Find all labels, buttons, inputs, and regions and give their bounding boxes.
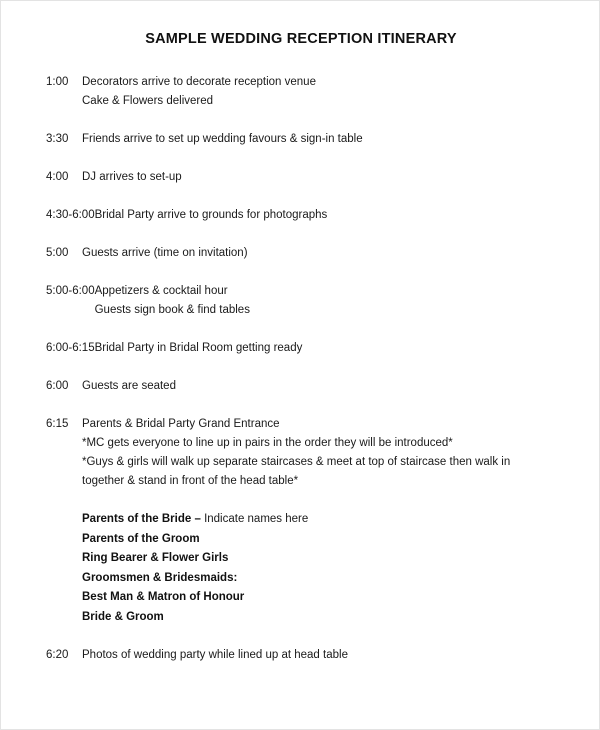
itinerary-entry — [1, 168, 600, 187]
entry-description — [82, 646, 600, 665]
entry-line: Bridal Party in Bridal Room getting ready — [94, 342, 303, 354]
itinerary-entry — [1, 377, 600, 396]
entry-line: Parents & Bridal Party Grand Entrance — [82, 418, 280, 430]
entry-description — [82, 377, 600, 396]
entry-line: Guests are seated — [82, 380, 176, 392]
introduction-role-label: Best Man & Matron of Honour — [82, 591, 245, 603]
entry-description — [95, 282, 600, 320]
introduction-role-label: Bride & Groom — [82, 610, 164, 623]
entry-line: Friends arrive to set up wedding favours & sign-in table — [82, 133, 363, 145]
entry-time: 6:20 — [46, 649, 69, 661]
entry-description — [95, 206, 600, 225]
introduction-order-item — [82, 549, 577, 569]
itinerary-entry — [1, 415, 600, 627]
entry-line: DJ arrives to set-up — [82, 171, 182, 183]
entry-time: 5:00-6:00 — [46, 285, 95, 297]
introduction-names-hint: Indicate names here — [204, 513, 309, 525]
entry-time: 6:00-6:15 — [46, 342, 95, 354]
entry-time: 4:30-6:00 — [46, 209, 95, 221]
itinerary-entry — [1, 339, 600, 358]
entry-time: 5:00 — [46, 247, 69, 259]
entry-line: Guests arrive (time on invitation) — [82, 247, 248, 259]
introduction-order-item — [82, 588, 577, 608]
introduction-order-list — [82, 510, 577, 627]
entry-description — [82, 73, 600, 111]
entry-description — [95, 339, 600, 358]
entry-description — [82, 168, 600, 187]
itinerary-entry — [1, 244, 600, 263]
page-title: SAMPLE WEDDING RECEPTION ITINERARY — [145, 31, 457, 47]
entry-line: Appetizers & cocktail hour — [94, 285, 228, 297]
entry-time: 4:00 — [46, 171, 69, 183]
entry-line: Bridal Party arrive to grounds for photographs — [94, 209, 328, 221]
itinerary-entry — [1, 73, 600, 111]
itinerary-entry — [1, 206, 600, 225]
introduction-order-item — [82, 608, 577, 628]
entry-description — [82, 244, 600, 263]
entry-line: Photos of wedding party while lined up at head table — [82, 649, 348, 661]
introduction-role-label: Parents of the Bride – — [82, 513, 205, 525]
entry-line: *MC gets everyone to line up in pairs in the order they will be introduced* — [82, 437, 453, 449]
entry-line: *Guys & girls will walk up separate staircases & meet at top of staircase then walk in together & stand in front of the head table* — [82, 456, 511, 487]
entry-line: Cake & Flowers delivered — [82, 95, 214, 107]
entry-description — [82, 130, 600, 149]
entry-time: 6:15 — [46, 418, 69, 430]
entry-time: 3:30 — [46, 133, 69, 145]
introduction-order-item — [82, 569, 577, 589]
introduction-role-label: Ring Bearer & Flower Girls — [82, 552, 229, 564]
introduction-order-item — [82, 530, 577, 550]
itinerary-entry — [1, 282, 600, 320]
introduction-role-label: Groomsmen & Bridesmaids: — [82, 571, 238, 584]
introduction-order-item — [82, 510, 577, 530]
itinerary-entry — [1, 130, 600, 149]
introduction-role-label: Parents of the Groom — [82, 532, 200, 545]
entry-description — [82, 415, 600, 627]
entry-time: 6:00 — [46, 380, 69, 392]
itinerary-entry — [1, 646, 600, 665]
entry-line: Decorators arrive to decorate reception venue — [82, 76, 316, 88]
itinerary-list — [1, 73, 600, 684]
entry-line: Guests sign book & find tables — [94, 304, 250, 316]
entry-time: 1:00 — [46, 76, 69, 88]
